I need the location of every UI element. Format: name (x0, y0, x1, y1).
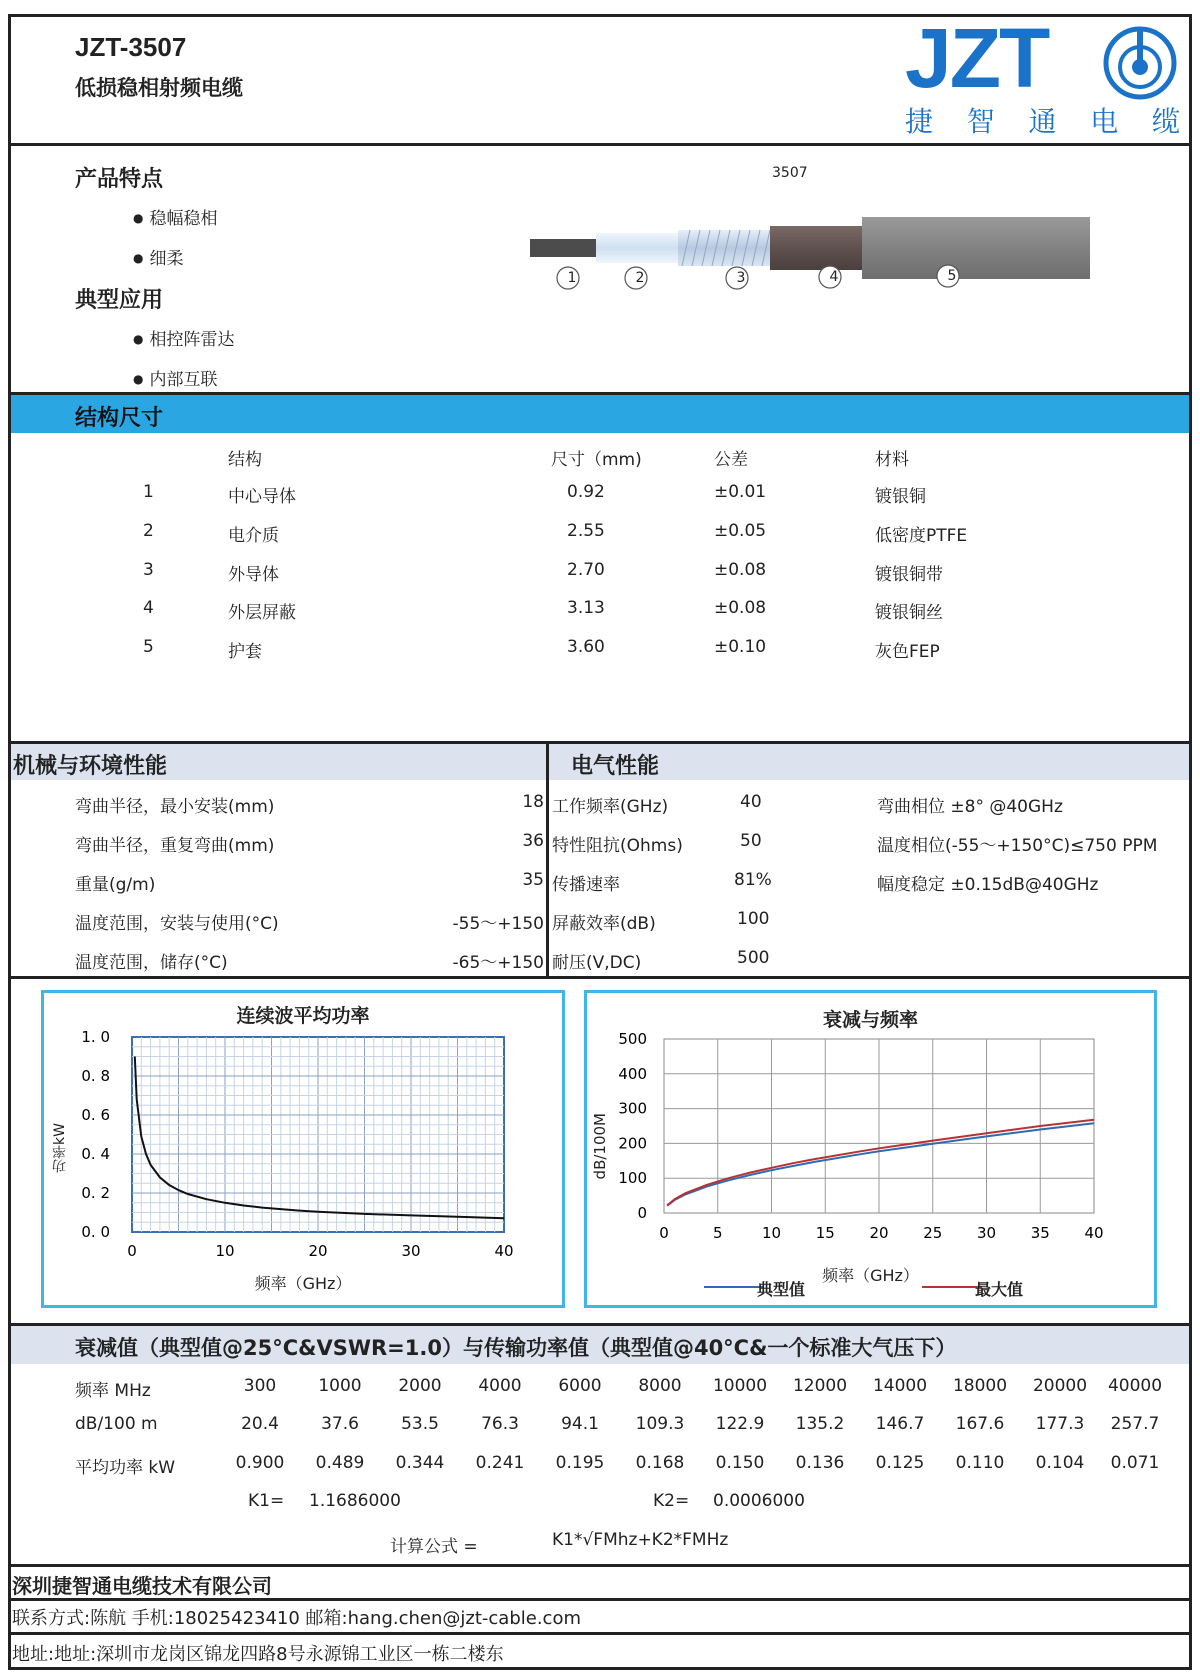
mech-value: 35 (522, 870, 544, 890)
mech-value: -55～+150 (452, 914, 544, 934)
row-name: 外层屏蔽 (228, 603, 296, 623)
k2-label: K2= (653, 1491, 690, 1511)
marker-1: 1 (567, 270, 577, 286)
power-cell: 0.136 (795, 1453, 845, 1473)
mechanical-title: 机械与环境性能 (13, 754, 168, 779)
freq-cell: 8000 (638, 1376, 682, 1396)
db-cell: 146.7 (875, 1414, 925, 1434)
row-material: 镀银铜 (875, 487, 926, 507)
legend-line-typical (704, 1286, 764, 1288)
freq-cell: 4000 (478, 1376, 522, 1396)
divider (8, 976, 1192, 979)
elec-label: 特性阻抗(Ohms) (552, 836, 683, 856)
features-title: 产品特点 (75, 167, 164, 192)
y-tick-label: 0. 4 (81, 1145, 110, 1163)
freq-cell: 18000 (952, 1376, 1008, 1396)
x-tick-label: 40 (1084, 1224, 1104, 1242)
elec-value: 500 (737, 948, 770, 968)
elec-label: 耐压(V,DC) (552, 953, 642, 973)
attenuation-chart-ylabel: dB/100M (591, 1113, 609, 1180)
freq-cell: 6000 (558, 1376, 602, 1396)
elec-value: 81% (734, 870, 772, 890)
mech-value: -65～+150 (452, 953, 544, 973)
freq-cell: 10000 (712, 1376, 768, 1396)
structure-header-bar (11, 395, 1189, 433)
elec-label: 工作频率(GHz) (552, 797, 669, 817)
attenuation-chart-title: 衰减与频率 (822, 1009, 918, 1031)
marker-5: 5 (947, 268, 957, 284)
row-number: 4 (143, 598, 154, 618)
cable-cross-section-image (530, 215, 1100, 310)
attenuation-table-title: 衰减值（典型值@25°C&VSWR=1.0）与传输功率值（典型值@40°C&一个标准大气压下） (75, 1336, 957, 1360)
mech-label: 温度范围，安装与使用(°C) (75, 914, 279, 934)
db-cell: 167.6 (955, 1414, 1005, 1434)
db-cell: 76.3 (481, 1414, 519, 1434)
power-cell: 0.168 (635, 1453, 685, 1473)
freq-cell: 1000 (318, 1376, 362, 1396)
k2-value: 0.0006000 (713, 1491, 805, 1511)
legend-max: 最大值 (975, 1280, 1024, 1299)
elec-note: 温度相位(-55～+150°C)≤750 PPM (877, 836, 1158, 856)
power-cell: 0.071 (1110, 1453, 1160, 1473)
db-cell: 94.1 (561, 1414, 599, 1434)
freq-cell: 14000 (872, 1376, 928, 1396)
db-cell: 257.7 (1110, 1414, 1160, 1434)
row-material: 镀银铜丝 (875, 603, 943, 623)
x-tick-label: 20 (869, 1224, 889, 1242)
row-name: 中心导体 (228, 487, 296, 507)
y-tick-label: 1. 0 (81, 1028, 110, 1046)
logo-text: JZT (905, 11, 1049, 105)
y-tick-label: 0. 0 (81, 1223, 110, 1241)
y-tick-label: 300 (618, 1099, 647, 1118)
row-tolerance: ±0.01 (714, 482, 767, 502)
applications-title: 典型应用 (75, 288, 164, 313)
power-icon (1101, 24, 1179, 102)
formula-label: 计算公式 = (390, 1537, 478, 1557)
row-number: 1 (143, 482, 154, 502)
power-cell: 0.125 (875, 1453, 925, 1473)
db-cell: 177.3 (1035, 1414, 1085, 1434)
marker-3: 3 (736, 270, 746, 286)
row-tolerance: ±0.05 (714, 521, 767, 541)
structure-header: 结构 (228, 450, 262, 470)
row-name: 护套 (228, 642, 262, 662)
elec-label: 屏蔽效率(dB) (552, 914, 656, 934)
logo-subtitle (905, 100, 1180, 140)
logo-char: 缆 (1151, 105, 1180, 138)
power-chart-title: 连续波平均功率 (236, 1005, 370, 1027)
db-cell: 109.3 (635, 1414, 685, 1434)
elec-note: 幅度稳定 ±0.15dB@40GHz (877, 875, 1099, 895)
elec-value: 40 (740, 792, 762, 812)
row-size: 2.70 (567, 560, 605, 580)
mech-label: 弯曲半径，最小安装(mm) (75, 797, 275, 817)
attenuation-chart (587, 993, 1154, 1305)
freq-cell: 20000 (1032, 1376, 1088, 1396)
row-material: 镀银铜带 (875, 565, 943, 585)
logo-char: 通 (1028, 105, 1057, 138)
row-material: 灰色FEP (875, 642, 940, 662)
power-cell: 0.110 (955, 1453, 1005, 1473)
power-cell: 0.344 (395, 1453, 445, 1473)
x-tick-label: 40 (494, 1242, 514, 1260)
y-tick-label: 0 (637, 1204, 647, 1222)
db-cell: 20.4 (241, 1414, 279, 1434)
power-chart-box (41, 990, 565, 1308)
divider (8, 1632, 1192, 1635)
x-tick-label: 15 (815, 1224, 835, 1242)
power-label: 平均功率 kW (75, 1458, 176, 1478)
application-item: ● 相控阵雷达 (133, 325, 234, 350)
feature-item: ● 细柔 (133, 244, 183, 269)
logo-char: 电 (1090, 105, 1119, 138)
mech-label: 弯曲半径，重复弯曲(mm) (75, 836, 275, 856)
y-tick-label: 0. 2 (81, 1184, 110, 1202)
product-name: 低损稳相射频电缆 (75, 76, 243, 100)
x-tick-label: 0 (127, 1242, 137, 1260)
power-chart-ylabel: 功率kW (52, 1123, 68, 1173)
row-name: 外导体 (228, 565, 279, 585)
mech-value: 36 (522, 831, 544, 851)
power-cell: 0.195 (555, 1453, 605, 1473)
mech-label: 重量(g/m) (75, 875, 156, 895)
x-tick-label: 20 (308, 1242, 328, 1260)
db-cell: 37.6 (321, 1414, 359, 1434)
divider (8, 143, 1192, 146)
power-chart-xlabel: 频率（GHz） (254, 1274, 352, 1293)
y-tick-label: 0. 8 (81, 1067, 110, 1085)
power-cell: 0.150 (715, 1453, 765, 1473)
elec-note: 弯曲相位 ±8° @40GHz (877, 797, 1063, 817)
row-tolerance: ±0.10 (714, 637, 767, 657)
structure-header: 材料 (875, 450, 909, 470)
freq-cell: 40000 (1107, 1376, 1163, 1396)
contact-info: 联系方式:陈航 手机:18025423410 邮箱:hang.chen@jzt-cable.com (12, 1608, 581, 1629)
row-tolerance: ±0.08 (714, 598, 767, 618)
row-tolerance: ±0.08 (714, 560, 767, 580)
address: 地址:地址:深圳市龙岗区锦龙四路8号永源锦工业区一栋二楼东 (12, 1644, 504, 1665)
row-size: 2.55 (567, 521, 605, 541)
logo-char: 捷 (905, 105, 934, 138)
structure-header: 公差 (714, 450, 748, 470)
cable-label: 3507 (772, 165, 808, 181)
x-tick-label: 10 (215, 1242, 235, 1260)
logo-char: 智 (966, 105, 995, 138)
divider (8, 1598, 1192, 1601)
db-label: dB/100 m (75, 1414, 158, 1434)
legend-line-max (922, 1286, 982, 1288)
application-item: ● 内部互联 (133, 365, 217, 390)
structure-title: 结构尺寸 (75, 406, 164, 431)
x-tick-label: 5 (712, 1224, 723, 1242)
db-cell: 53.5 (401, 1414, 439, 1434)
divider (8, 1564, 1192, 1567)
y-tick-label: 400 (618, 1064, 647, 1083)
x-tick-label: 25 (923, 1224, 943, 1242)
company-name: 深圳捷智通电缆技术有限公司 (12, 1574, 272, 1598)
power-cell: 0.104 (1035, 1453, 1085, 1473)
k1-value: 1.1686000 (309, 1491, 401, 1511)
legend-typical: 典型值 (757, 1280, 806, 1299)
formula: K1*√FMhz+K2*FMHz (552, 1530, 729, 1550)
k1-label: K1= (248, 1491, 285, 1511)
freq-cell: 12000 (792, 1376, 848, 1396)
x-tick-label: 30 (976, 1224, 997, 1242)
mech-label: 温度范围，储存(°C) (75, 953, 228, 973)
marker-2: 2 (635, 270, 645, 286)
power-cell: 0.241 (475, 1453, 525, 1473)
row-number: 5 (143, 637, 154, 657)
elec-label: 传播速率 (552, 875, 620, 895)
freq-cell: 300 (243, 1376, 277, 1396)
x-tick-label: 0 (659, 1224, 669, 1242)
db-cell: 135.2 (795, 1414, 845, 1434)
power-cell: 0.489 (315, 1453, 365, 1473)
power-chart (44, 993, 562, 1305)
model-number: JZT-3507 (75, 32, 187, 62)
power-cell: 0.900 (235, 1453, 285, 1473)
y-tick-label: 100 (618, 1169, 647, 1188)
x-tick-label: 35 (1030, 1224, 1050, 1242)
y-tick-label: 0. 6 (81, 1106, 110, 1124)
company-logo (905, 11, 1180, 138)
attenuation-chart-box (584, 990, 1157, 1308)
row-size: 0.92 (567, 482, 605, 502)
electrical-title: 电气性能 (571, 754, 660, 779)
db-cell: 122.9 (715, 1414, 765, 1434)
feature-item: ● 稳幅稳相 (133, 204, 217, 229)
freq-label: 频率 MHz (75, 1381, 151, 1401)
row-name: 电介质 (228, 526, 279, 546)
marker-4: 4 (829, 269, 839, 285)
row-material: 低密度PTFE (875, 526, 968, 546)
attenuation-chart-xlabel: 频率（GHz） (822, 1266, 919, 1285)
x-tick-label: 10 (761, 1224, 782, 1242)
structure-header: 尺寸（mm) (551, 450, 642, 470)
row-number: 2 (143, 521, 154, 541)
y-tick-label: 200 (618, 1134, 647, 1153)
row-size: 3.13 (567, 598, 605, 618)
mech-value: 18 (522, 792, 544, 812)
y-tick-label: 500 (618, 1030, 647, 1048)
row-size: 3.60 (567, 637, 605, 657)
elec-value: 100 (737, 909, 770, 929)
x-tick-label: 30 (401, 1242, 421, 1260)
freq-cell: 2000 (398, 1376, 442, 1396)
row-number: 3 (143, 560, 154, 580)
elec-value: 50 (740, 831, 762, 851)
